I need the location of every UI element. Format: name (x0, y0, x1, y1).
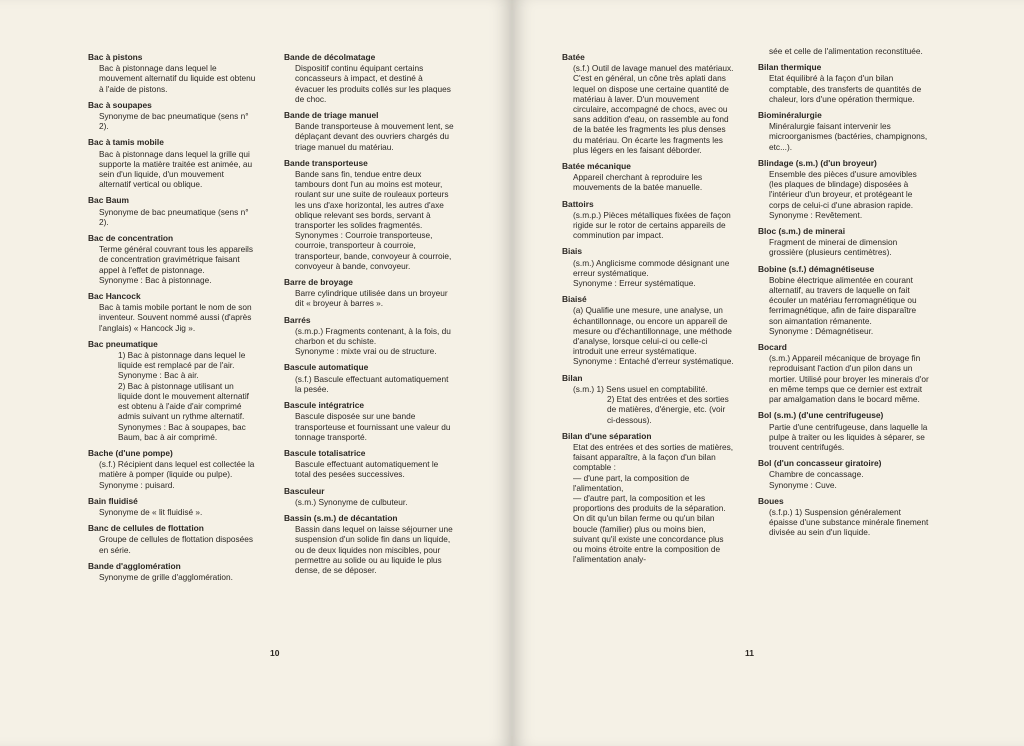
entry-term: Bascule totalisatrice (284, 447, 366, 458)
entry-term: Batée mécanique (562, 161, 631, 172)
dictionary-entry (758, 46, 930, 56)
dictionary-entry (284, 110, 454, 152)
entry-definition: Synonyme : Bac à pistonnage. (99, 274, 212, 285)
entry-definition: (s.f.) Récipient dans lequel est collectée la matière à pomper (liquide ou pulpe). (99, 459, 255, 480)
entry-definition: Synonyme : Entaché d'erreur systématique. (573, 356, 734, 367)
entry-definition: Etat équilibré à la façon d'un bilan comptable, des transferts de quantités de chaleur, lors d'une opération thermique. (769, 73, 922, 104)
entry-definition: Bac à tamis mobile portant le nom de son inventeur. Souvent nommé aussi (d'après l'anglais) « Hancock Jig ». (99, 302, 252, 333)
entry-term: Banc de cellules de flottation (88, 523, 204, 534)
entry-term: Bande transporteuse (284, 157, 368, 168)
entry-definition: — d'une part, la composition de l'alimentation, (573, 472, 690, 493)
entry-term: Bobine (s.f.) démagnétiseuse (758, 263, 875, 274)
entry-definition: Terme général couvrant tous les appareils de concentration gravimétrique faisant appel à l'effet de pistonnage. (99, 244, 254, 275)
entry-term: Bande de décolmatage (284, 52, 376, 62)
dictionary-entry (284, 315, 454, 357)
entry-term: Basculeur (284, 485, 325, 496)
entry-definition: Barre cylindrique utilisée dans un broyeur dit « broyeur à barres ». (295, 288, 448, 309)
dictionary-entry (88, 561, 258, 582)
entry-definition: Synonyme de bac pneumatique (sens n° 2). (99, 111, 249, 132)
entry-definition: Bac à pistonnage dans lequel le mouvement alternatif du liquide est obtenu à l'aide de pistons. (99, 63, 256, 94)
entry-definition: (s.m.p.) Fragments contenant, à la fois, du charbon et du schiste. (295, 325, 451, 347)
dictionary-entry (562, 431, 734, 565)
entry-definition: Synonyme : Erreur systématique. (573, 278, 696, 289)
entry-definition: Synonyme de bac pneumatique (sens n° 2). (99, 206, 249, 227)
entry-definition: Bassin dans lequel on laisse séjourner une suspension d'un solide fin dans un liquide, ou de deux liquides non miscibles, pour permettre au solide ou au liquide le plus dense, de se déposer. (295, 524, 453, 575)
entry-term: Bac Hancock (88, 291, 141, 302)
dictionary-entry (88, 448, 258, 490)
entry-term: Bassin (s.m.) de décantation (284, 512, 398, 523)
left-page-number: 10 (270, 648, 280, 658)
left-page-column-1 (88, 52, 258, 588)
entry-definition: (s.m.p.) Pièces métalliques fixées de façon rigide sur le rotor de certains appareils de comminution par impact. (573, 209, 731, 241)
dictionary-entry (284, 448, 454, 480)
entry-definition: Synonyme : puisard. (99, 479, 175, 490)
entry-definition: Synonyme de grille d'agglomération. (99, 571, 233, 582)
dictionary-entry (88, 195, 258, 227)
dictionary-entry (88, 496, 258, 517)
dictionary-entry (758, 342, 930, 404)
entry-definition: On dit qu'un bilan ferme ou qu'un bilan boucle (familier) plus ou moins bien, suivant qu'il existe une concordance plus ou moins étroite entre la composition de l'alimentation analy- (573, 513, 724, 565)
dictionary-entry (88, 100, 258, 132)
dictionary-entry (88, 523, 258, 555)
dictionary-entry (284, 158, 454, 271)
entry-definition: Synonymes : Bac à soupapes, bac Baum, bac à air comprimé. (118, 421, 246, 442)
entry-definition: Bac à pistonnage dans lequel la grille qui supporte la matière traitée est animée, au sein d'un liquide, d'un mouvement alternatif vertical ou oblique. (99, 148, 253, 190)
entry-definition: (s.f.) Outil de lavage manuel des matériaux. C'est en général, un cône très aplati dans lequel on dispose une certaine quantité de matériau à laver. D'un mouvement circulaire, accompagné de chocs, avec ou sans addition d'eau, on rassemble au fond de la batée les fragments les plus denses du matériau. On écarte les fragments les plus légers en les faisant déborder. (573, 63, 734, 155)
entry-term: Bol (d'un concasseur giratoire) (758, 458, 882, 469)
entry-term: Bac à pistons (88, 52, 143, 62)
dictionary-entry (758, 158, 930, 220)
dictionary-entry (284, 277, 454, 309)
entry-definition: Synonyme : Revêtement. (769, 209, 863, 220)
entry-definition: Synonyme : Bac à air. (118, 370, 199, 381)
entry-term: Biais (562, 246, 583, 257)
entry-definition: Appareil cherchant à reproduire les mouvements de la batée manuelle. (573, 172, 703, 193)
entry-term: Bascule intégratrice (284, 400, 365, 411)
entry-term: Blindage (s.m.) (d'un broyeur) (758, 157, 877, 168)
entry-definition: (s.m.) Appareil mécanique de broyage fin reproduisant l'action d'un pilon dans un mortier. Utilisé pour broyer les minerais d'or en même temps que ce dernier est extrait par amalgamation dans le bocard même. (769, 353, 929, 405)
entry-term: Biominéralurgie (758, 110, 822, 121)
dictionary-entry (758, 110, 930, 152)
entry-definition: (s.f.) Bascule effectuant automatiquement la pesée. (295, 373, 449, 394)
entry-term: Bilan (562, 372, 583, 383)
entry-definition: Synonyme : Cuve. (769, 479, 837, 490)
dictionary-entry (88, 233, 258, 285)
dictionary-entry (758, 410, 930, 452)
dictionary-entry (88, 52, 258, 94)
entry-definition: Fragment de minerai de dimension grossière (plusieurs centimètres). (769, 237, 898, 258)
right-page (512, 0, 1024, 746)
entry-term: Bol (s.m.) (d'une centrifugeuse) (758, 410, 884, 421)
entry-term: Battoirs (562, 198, 594, 209)
entry-definition: Bascule effectuant automatiquement le total des pesées successives. (295, 459, 439, 480)
entry-term: Bande d'agglomération (88, 560, 181, 571)
dictionary-entry (758, 458, 930, 490)
entry-term: Bande de triage manuel (284, 110, 379, 121)
entry-term: Bac pneumatique (88, 338, 158, 349)
dictionary-entry (562, 294, 734, 366)
dictionary-entry (284, 362, 454, 394)
entry-term: Bocard (758, 342, 787, 353)
entry-definition: 1) Bac à pistonnage dans lequel le liquide est remplacé par de l'air. (118, 350, 246, 371)
entry-definition: (s.m.) Anglicisme commode désignant une erreur systématique. (573, 257, 730, 278)
entry-term: Bache (d'une pompe) (88, 447, 173, 458)
dictionary-entry (88, 339, 258, 442)
dictionary-entry (758, 226, 930, 258)
entry-definition: Synonyme : mixte vrai ou de structure. (295, 346, 437, 357)
dictionary-entry (758, 496, 930, 538)
entry-definition: Bascule disposée sur une bande transporteuse et fournissant une valeur du tonnage transporté. (295, 411, 451, 442)
dictionary-entry (758, 62, 930, 104)
right-page-column-1 (562, 52, 734, 570)
entry-definition: Minéralurgie faisant intervenir les microorganismes (bactéries, champignons, etc...). (769, 121, 928, 152)
entry-definition: Etat des entrées et des sorties de matières, faisant apparaître, à la façon d'un bilan comptable : (573, 441, 734, 473)
entry-definition: Chambre de concassage. (769, 469, 864, 480)
dictionary-entry (562, 246, 734, 288)
entry-term: Bilan d'une séparation (562, 430, 652, 441)
right-page-number: 11 (745, 648, 754, 658)
dictionary-entry (284, 52, 454, 104)
dictionary-entry (284, 486, 454, 507)
entry-definition: — d'autre part, la composition et les proportions des produits de la séparation. (573, 492, 726, 514)
entry-definition: (s.m.) Synonyme de culbuteur. (295, 496, 408, 507)
left-page-column-2 (284, 52, 454, 581)
entry-term: Bac de concentration (88, 233, 174, 244)
entry-definition: Bobine électrique alimentée en courant alternatif, au travers de laquelle on fait écouler un matériau ferromagnétique ou ferrimagnétique, afin de faire disparaître son aimantation rémanente. (769, 274, 917, 326)
dictionary-entry (88, 291, 258, 333)
dictionary-entry (562, 373, 734, 425)
entry-definition: (s.m.) 1) Sens usuel en comptabilité. (573, 383, 708, 394)
dictionary-entry (88, 137, 258, 189)
entry-definition: Bande sans fin, tendue entre deux tambours dont l'un au moins est moteur, roulant sur une suite de rouleaux porteurs les uns d'axe horizontal, les autres d'axe oblique relevant ses bords, servant à transporter les solides fragmentés. (295, 169, 449, 231)
entry-definition: Partie d'une centrifugeuse, dans laquelle la pulpe à traiter ou les liquides à séparer, se trouvent centrifugés. (769, 421, 928, 452)
entry-term: Bac à tamis mobile (88, 137, 164, 148)
entry-definition: sée et celle de l'alimentation reconstituée. (769, 46, 923, 56)
dictionary-entry (562, 161, 734, 193)
dictionary-entry (284, 513, 454, 575)
entry-term: Biaisé (562, 294, 587, 305)
entry-definition: (a) Qualifie une mesure, une analyse, un échantillonnage, ou encore un appareil de mesure ou d'échantillonnage, une méthode d'analyse, lorsque celui-ci ou celle-ci introduit une erreur systématique. (573, 305, 732, 357)
entry-term: Boues (758, 495, 784, 506)
entry-definition: 2) Bac à pistonnage utilisant un liquide dont le mouvement alternatif est obtenu à l'aide d'air comprimé admis suivant un rythme alternatif. (118, 380, 249, 422)
entry-term: Batée (562, 52, 585, 62)
entry-definition: Ensemble des pièces d'usure amovibles (les plaques de blindage) disposées à l'intérieur d'un broyeur, et protégeant le corps de celui-ci d'une abrasion rapide. (769, 169, 917, 210)
entry-term: Bloc (s.m.) de minerai (758, 226, 846, 237)
entry-term: Bac à soupapes (88, 99, 152, 110)
dictionary-entry (284, 400, 454, 442)
entry-definition: (s.f.p.) 1) Suspension généralement épaisse d'une substance minérale finement divisée au sein d'un liquide. (769, 506, 929, 538)
entry-definition: 2) Etat des entrées et des sorties de matières, d'énergie, etc. (voir ci-dessous). (607, 394, 729, 425)
right-page-column-2 (758, 46, 930, 544)
entry-definition: Dispositif continu équipant certains concasseurs à impact, et destiné à évacuer les produits collés sur les plaques de choc. (295, 63, 451, 104)
entry-definition: Synonyme : Démagnétiseur. (769, 325, 874, 336)
entry-definition: Groupe de cellules de flottation disposées en série. (99, 534, 254, 555)
entry-definition: Bande transporteuse à mouvement lent, se déplaçant devant des ouvriers chargés du triage manuel du matériau. (295, 121, 454, 152)
entry-definition: Synonyme de « lit fluidisé ». (99, 506, 203, 517)
entry-definition: Synonymes : Courroie transporteuse, courroie, transporteur à courroie, transporteur, bande, convoyeur à courroie, convoyeur à bande, convoyeur. (295, 230, 452, 271)
dictionary-entry (562, 199, 734, 241)
entry-term: Bain fluidisé (88, 495, 138, 506)
entry-term: Bilan thermique (758, 62, 822, 73)
entry-term: Bascule automatique (284, 362, 369, 373)
dictionary-entry (562, 52, 734, 155)
entry-term: Barre de broyage (284, 277, 353, 288)
entry-term: Bac Baum (88, 195, 129, 206)
dictionary-entry (758, 264, 930, 336)
entry-term: Barrés (284, 314, 311, 325)
